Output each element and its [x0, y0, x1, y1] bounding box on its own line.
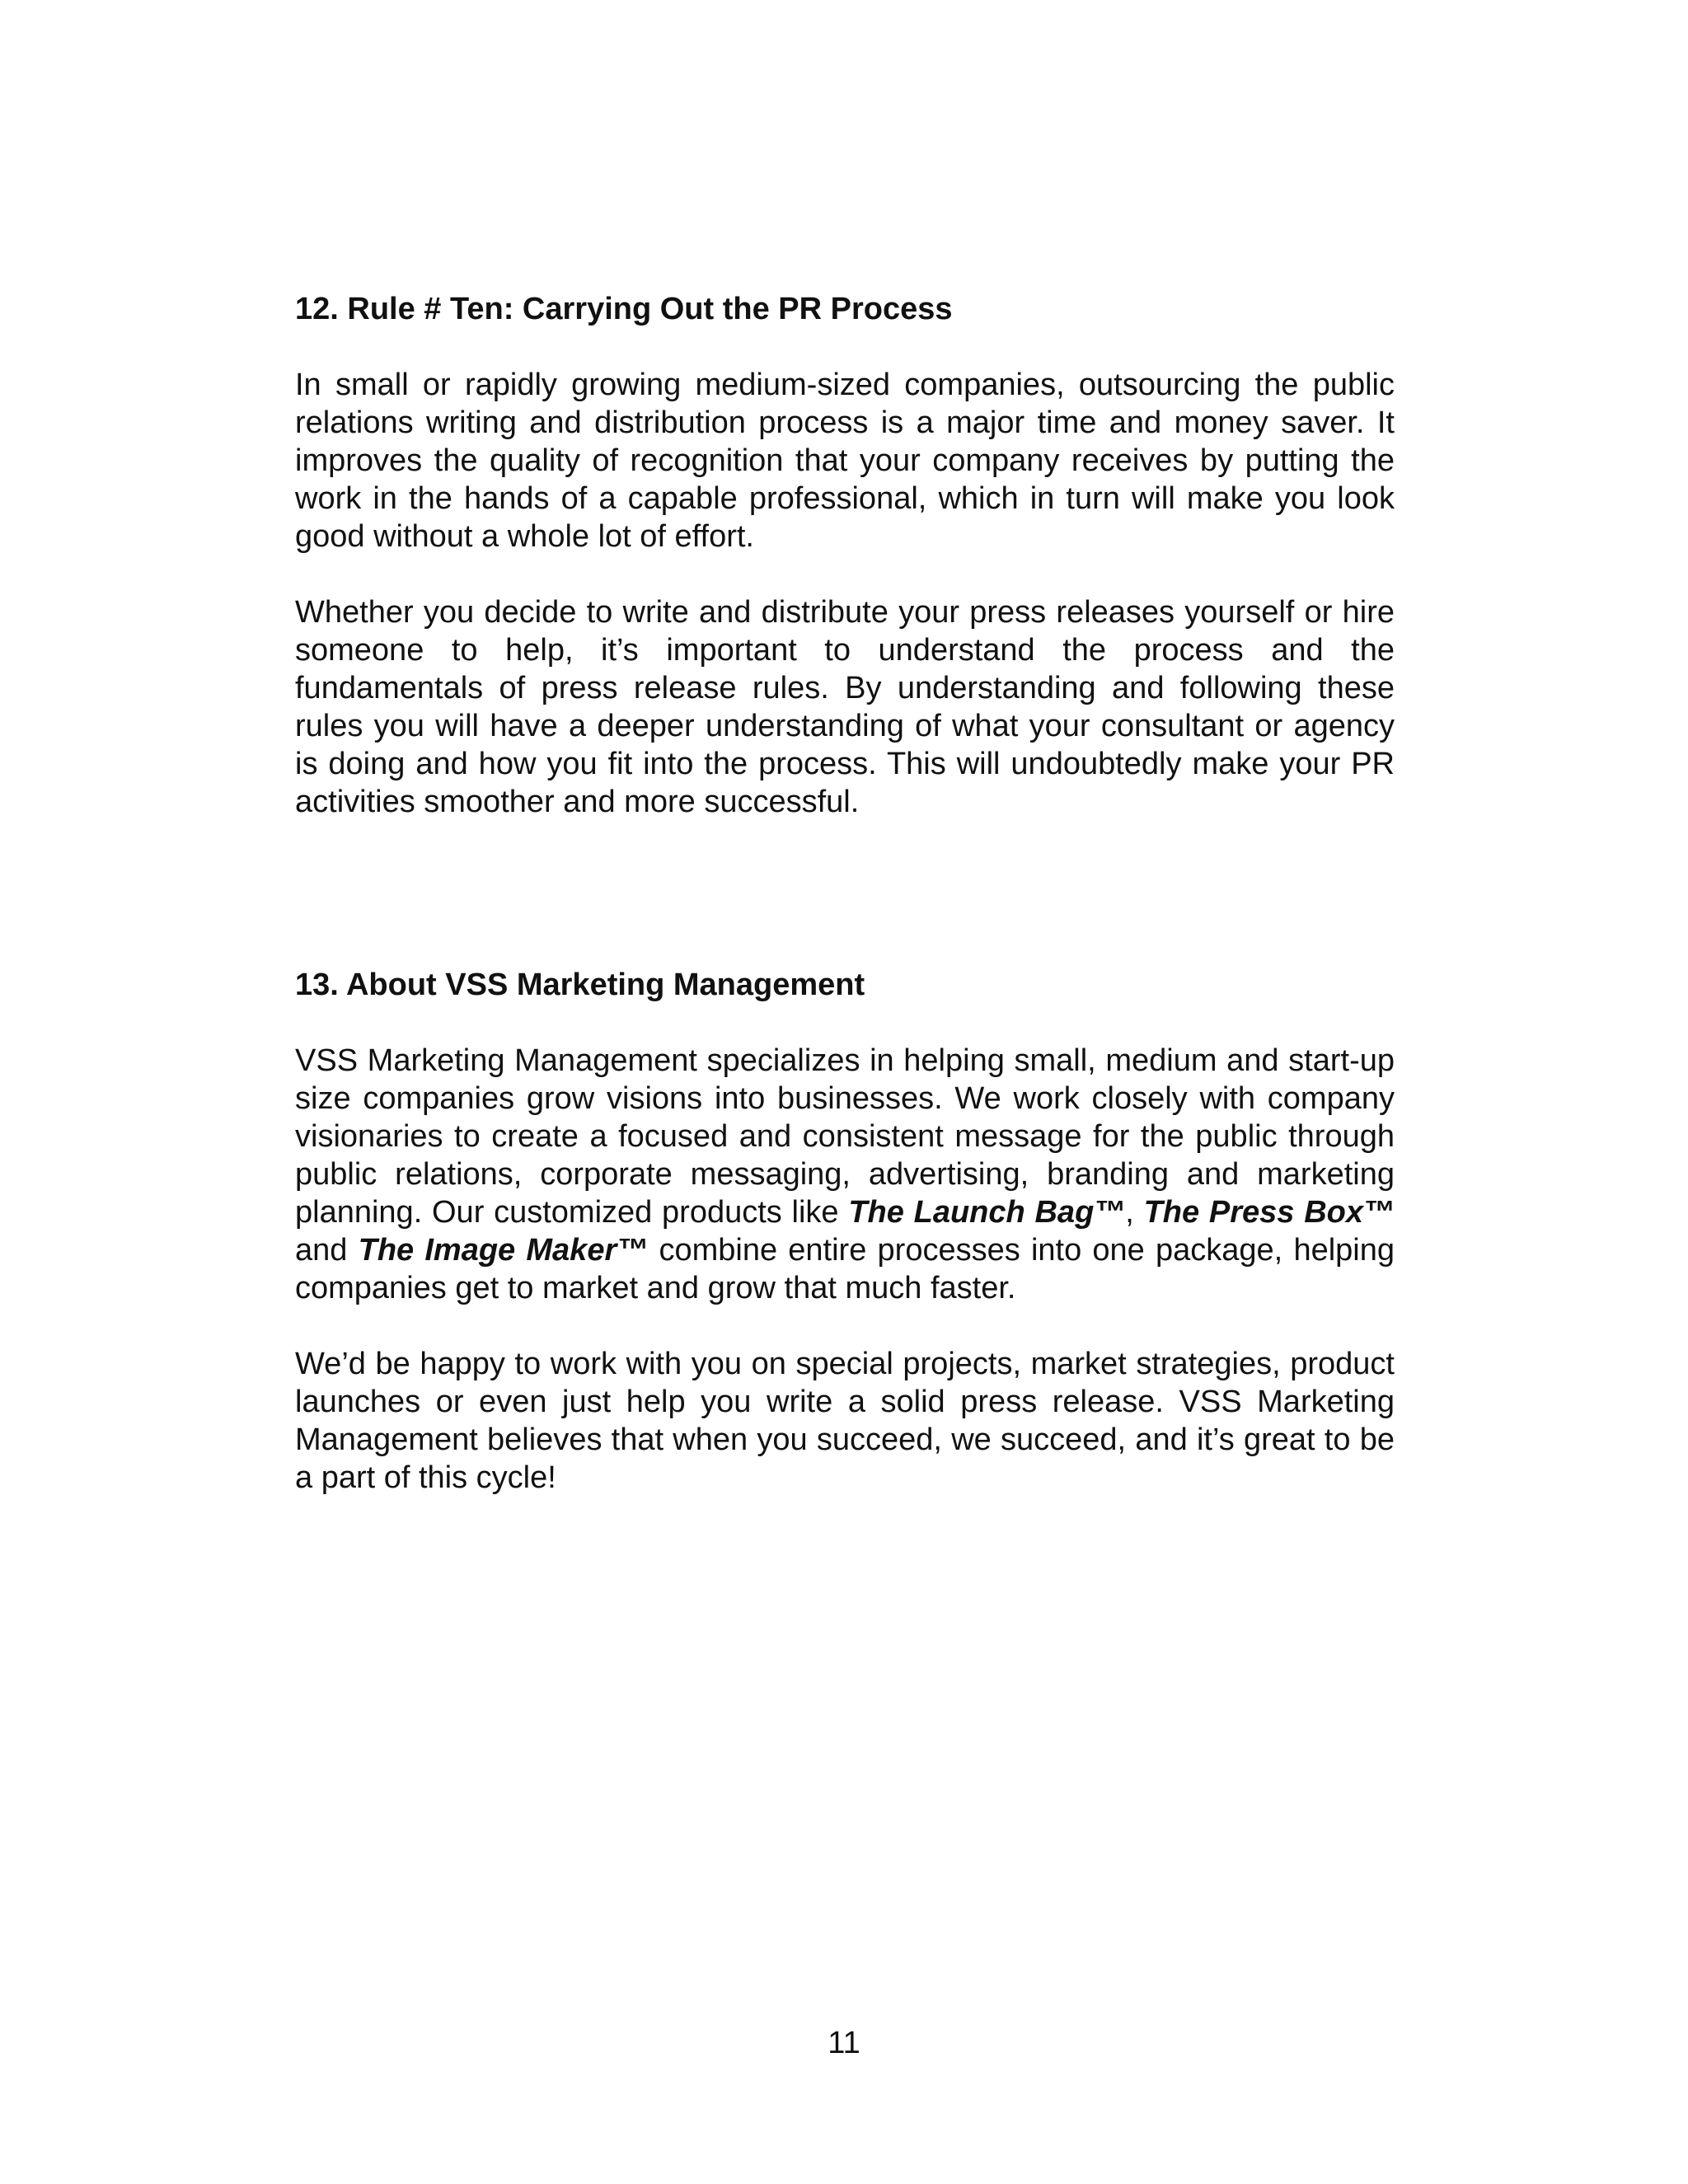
product-name-press-box: The Press Box™: [1143, 1195, 1395, 1230]
paragraph: Whether you decide to write and distribute your press releases yourself or hire someone to help, it’s important to understand the process and the fundamentals of press release rules. By understanding and following these rules you will have a deeper understanding of what your consultant or agency is doing and how you fit into the process. This will undoubtedly make your PR activities smoother and more successful.: [295, 595, 1395, 819]
product-name-launch-bag: The Launch Bag™: [848, 1195, 1126, 1230]
paragraph-text: and: [295, 1233, 359, 1268]
paragraph-text: VSS Marketing Management specializes in helping small, medium and start-up size companies grow visions into businesses. We work closely with company visionaries to create a focused and consistent message for the public through public relations, corporate messaging, advertising, branding and marketing planning. Our customized products like: [295, 1043, 1395, 1230]
section-heading: 13. About VSS Marketing Management: [295, 968, 865, 1002]
paragraph-text: ,: [1125, 1195, 1144, 1230]
product-name-image-maker: The Image Maker™: [358, 1233, 649, 1268]
page-number: 11: [828, 2026, 860, 2060]
paragraph: In small or rapidly growing medium-sized companies, outsourcing the public relations writing and distribution process is a major time and money saver. It improves the quality of recognition that your company receives by putting the work in the hands of a capable professional, which in turn will make you look good without a whole lot of effort.: [295, 368, 1395, 554]
paragraph: [295, 1042, 1395, 1307]
section-rule-ten: [295, 290, 1395, 859]
paragraph: We’d be happy to work with you on special projects, market strategies, product launches or even just help you write a solid press release. VSS Marketing Management believes that when you succeed, we succeed, and it’s great to be a part of this cycle!: [295, 1347, 1395, 1495]
section-about-vss: [295, 966, 1395, 1535]
section-heading: 12. Rule # Ten: Carrying Out the PR Process: [295, 292, 953, 326]
paragraph-text: combine entire processes into one package, helping companies get to market and grow that much faster.: [295, 1233, 1395, 1305]
